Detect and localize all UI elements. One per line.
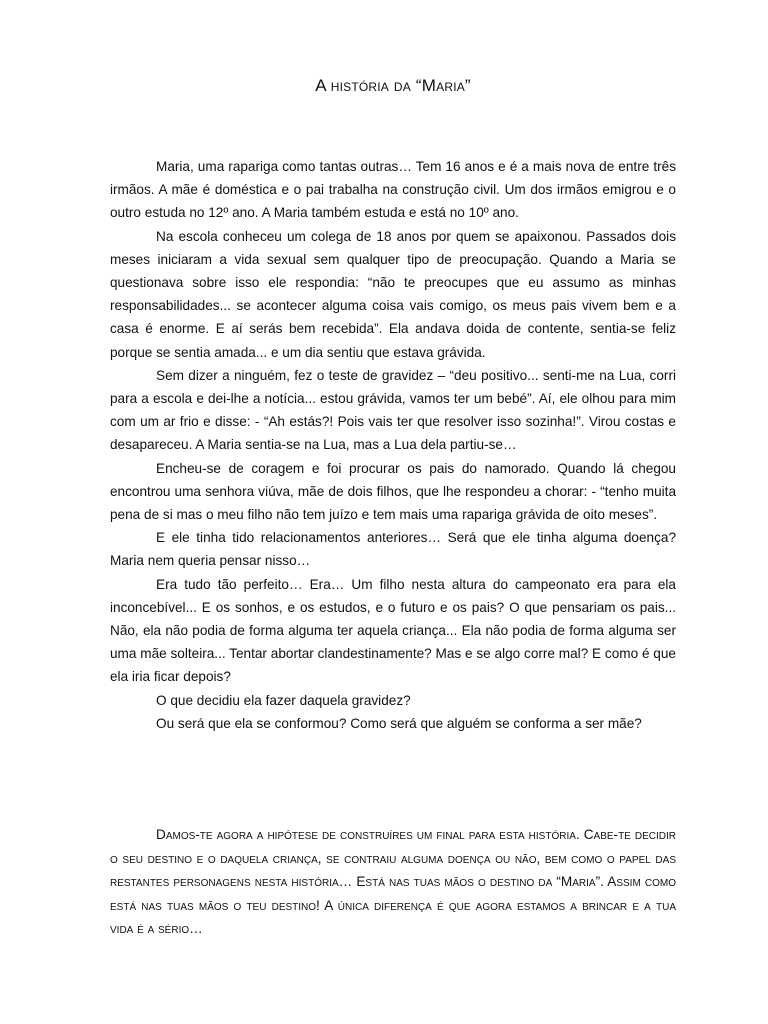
story-paragraph: Encheu-se de coragem e foi procurar os pais do namorado. Quando lá chegou encontrou uma senhora viúva, mãe de dois filhos, que lhe respondeu a chorar: - “tenho muita pena de si mas o meu filho não tem juízo e tem mais uma rapariga grávida de oito meses”. (110, 460, 676, 523)
closing-prompt (110, 823, 676, 941)
story-paragraph: Sem dizer a ninguém, fez o teste de gravidez – “deu positivo... senti-me na Lua, corri para a escola e dei-lhe a notícia... estou grávida, vamos ter um bebé”. Aí, ele olhou para mim com um ar frio e disse: - “Ah estás?! Pois vais ter que resolver isso sozinha!”. Virou costas e desapareceu. A Maria sentia-se na Lua, mas a Lua dela partiu-se… (110, 367, 676, 453)
story-paragraph: Era tudo tão perfeito… Era… Um filho nesta altura do campeonato era para ela inconcebível... E os sonhos, e os estudos, e o futuro e os pais? O que pensariam os pais... Não, ela não podia de forma alguma ter aquela criança... Ela não podia de forma alguma ser uma mãe solteira... Tentar abortar clandestinamente? Mas e se algo corre mal? E como é que ela iria ficar depois? (110, 576, 676, 685)
story-paragraph: E ele tinha tido relacionamentos anteriores… Será que ele tinha alguma doença? Maria nem queria pensar nisso… (110, 530, 676, 569)
story-paragraph: O que decidiu ela fazer daquela gravidez? (156, 692, 411, 708)
story-paragraph: Ou será que ela se conformou? Como será que alguém se conforma a ser mãe? (156, 715, 642, 731)
document-page (110, 0, 676, 1024)
story-paragraph: Na escola conheceu um colega de 18 anos por quem se apaixonou. Passados dois meses iniciaram a vida sexual sem qualquer tipo de preocupação. Quando a Maria se questionava sobre isso ele respondia: “não te preocupes que eu assumo as minhas responsabilidades... se acontecer alguma coisa vais comigo, os meus pais vivem bem e a casa é enorme. E aí serás bem recebida”. Ela andava doida de contente, sentia-se feliz porque se sentia amada... e um dia sentiu que estava grávida. (110, 228, 676, 360)
story-paragraph: Maria, uma rapariga como tantas outras… Tem 16 anos e é a mais nova de entre três irmãos. A mãe é doméstica e o pai trabalha na construção civil. Um dos irmãos emigrou e o outro estuda no 12º ano. A Maria também estuda e está no 10º ano. (110, 159, 676, 221)
story-body (110, 155, 676, 735)
document-title: A história da “Maria” (315, 76, 471, 95)
closing-paragraph: Damos-te agora a hipótese de construíres um final para esta história. Cabe-te decidir o seu destino e o daquela criança, se contraiu alguma doença ou não, bem como o papel das restantes personagens nesta história… Está nas tuas mãos o destino da “Maria”. Assim como está nas tuas mãos o teu destino! A única diferença é que agora estamos a brincar e a tua vida é a sério… (110, 827, 676, 937)
